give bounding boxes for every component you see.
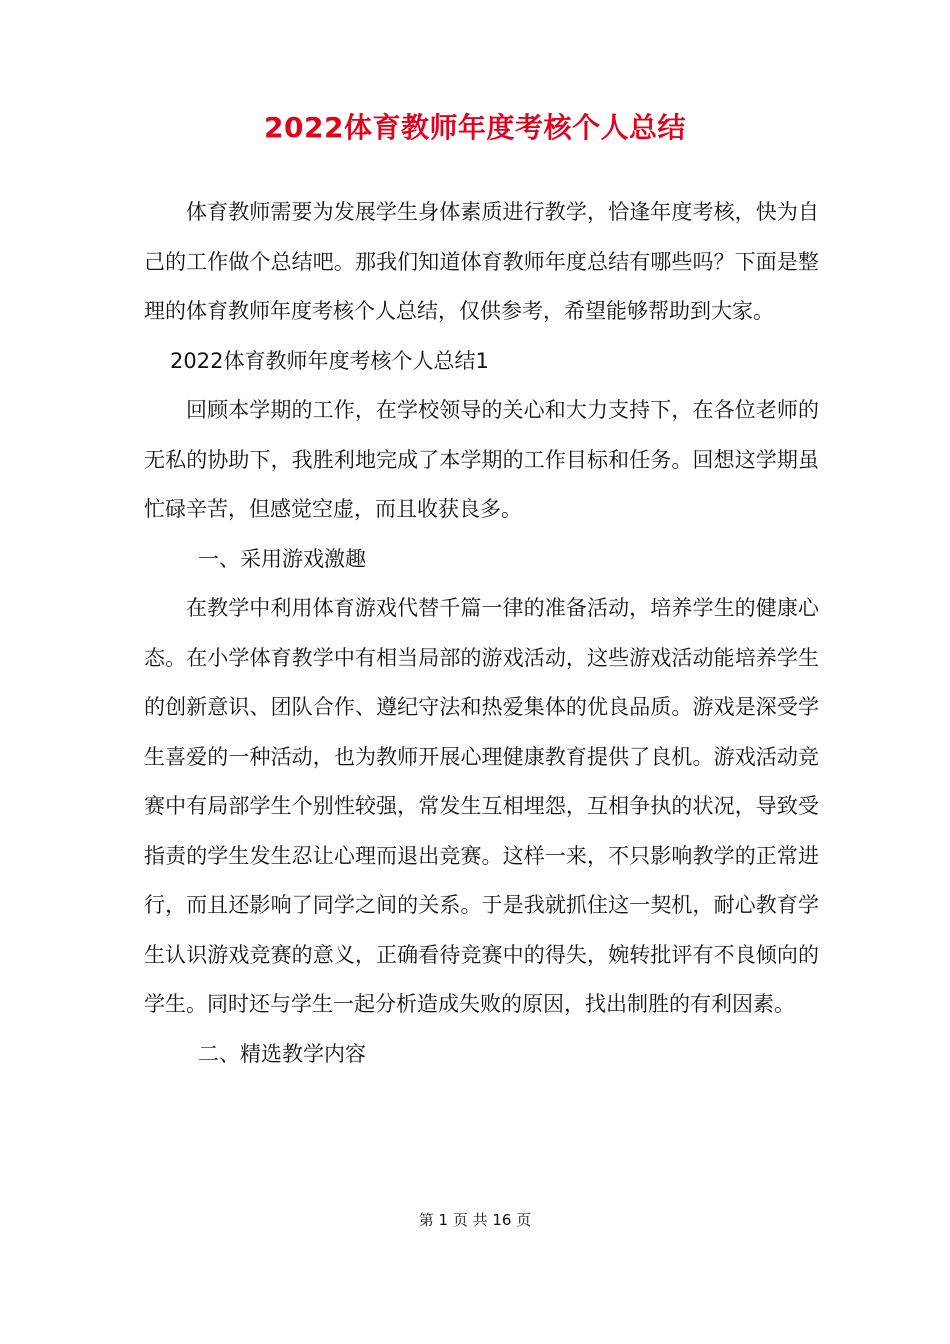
review-paragraph: 回顾本学期的工作，在学校领导的关心和大力支持下，在各位老师的无私的协助下，我胜利地完成了本学期的工作目标和任务。回想这学期虽忙碌辛苦，但感觉空虚，而且收获良多。 xyxy=(144,398,819,521)
intro-paragraph: 体育教师需要为发展学生身体素质进行教学，恰逢年度考核，快为自己的工作做个总结吧。那我们知道体育教师年度总结有哪些吗？下面是整理的体育教师年度考核个人总结，仅供参考，希望能够帮助到大家。 xyxy=(144,200,819,323)
subheading-content: 二、精选教学内容 xyxy=(198,1041,366,1066)
page-footer: 第 1 页 共 16 页 xyxy=(418,1211,532,1229)
games-paragraph: 在教学中利用体育游戏代替千篇一律的准备活动，培养学生的健康心态。在小学体育教学中有相当局部的游戏活动，这些游戏活动能培养学生的创新意识、团队合作、遵纪守法和热爱集体的优良品质。游戏是深受学生喜爱的一种活动，也为教师开展心理健康教育提供了良机。游戏活动竞赛中有局部学生个别性较强，常发生互相埋怨，互相争执的状况，导致受指责的学生发生忍让心理而退出竞赛。这样一来，不只影响教学的正常进行，而且还影响了同学之间的关系。于是我就抓住这一契机，耐心教育学生认识游戏竞赛的意义，正确看待竞赛中的得失，婉转批评有不良倾向的学生。同时还与学生一起分析造成失败的原因，找出制胜的有利因素。 xyxy=(144,596,819,1016)
section-title: 2022体育教师年度考核个人总结1 xyxy=(170,348,489,373)
document-title: 2022体育教师年度考核个人总结 xyxy=(264,111,686,144)
subheading-games: 一、采用游戏激趣 xyxy=(198,546,366,571)
document-body xyxy=(144,188,819,1079)
